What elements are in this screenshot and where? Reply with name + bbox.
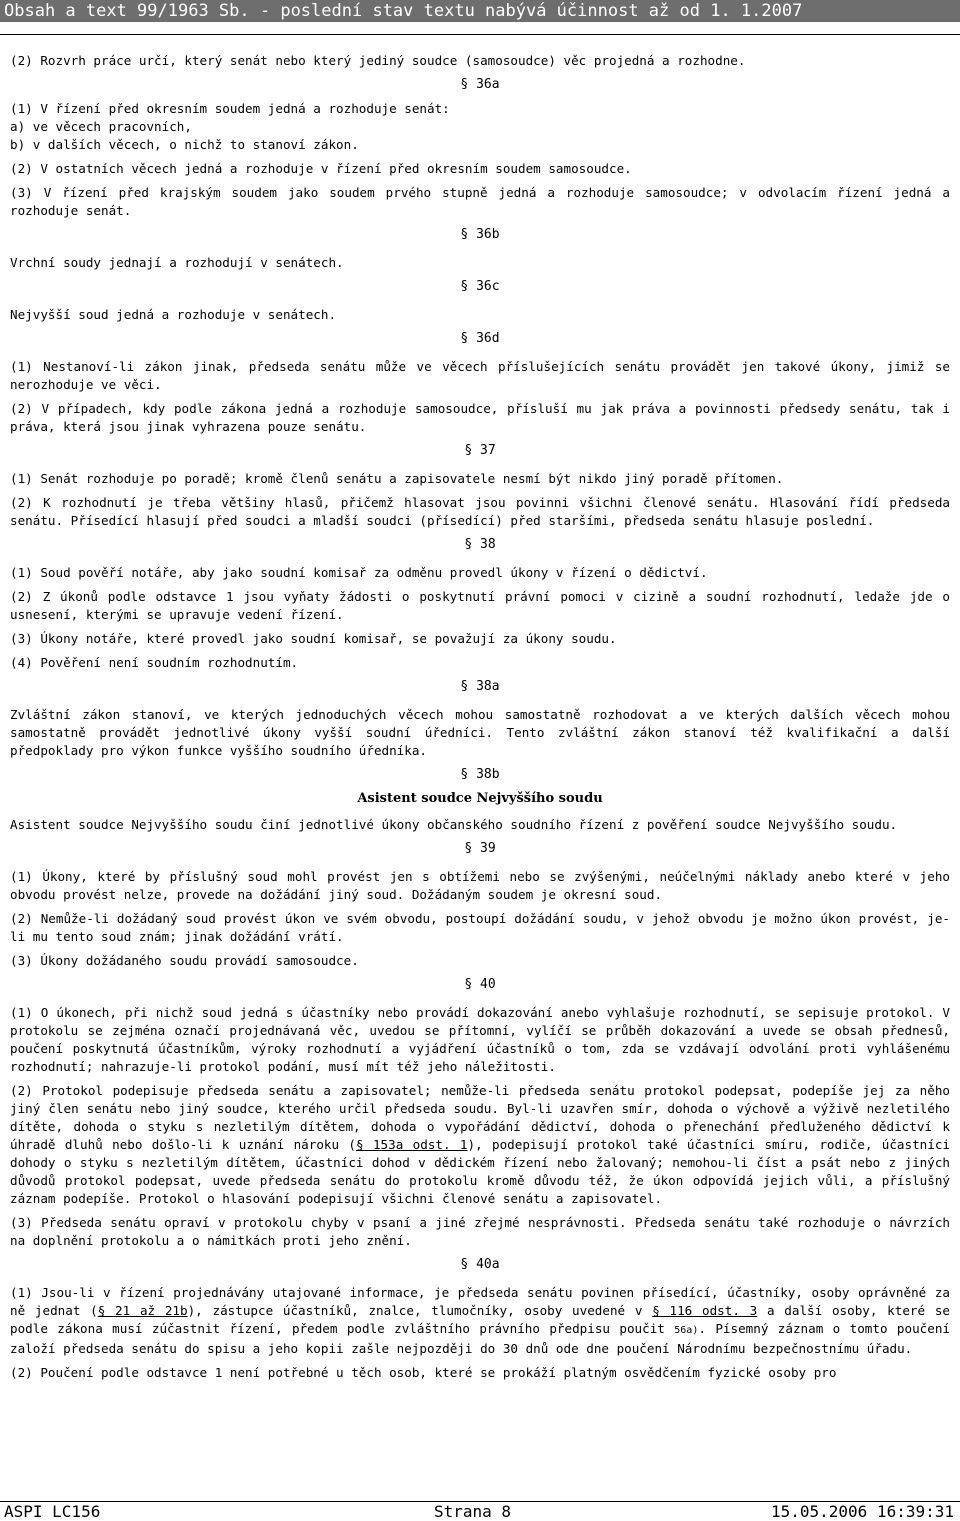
section-heading-38a: § 38a: [460, 679, 500, 694]
section-heading-36c: § 36c: [460, 279, 500, 294]
paragraph: (3) Předseda senátu opraví v protokolu chyby v psaní a jiné zřejmé nesprávnosti. Předseda senátu také rozhoduje o návrzích na doplnění protokolu a o námitkách proti jeho znění.: [10, 1215, 950, 1248]
text-run: ), podepisují protokol také účastníci smíru, rodiče, účastníci dohody o styku s nezletilým dítětem, účastníci dohod v dědickém řízení nebo žalovaný; nemohou-li číst a psát nebo z jiných důvodů protokol podepsat, uvede předseda senátu do protokolu kromě důvodu též, že úkon odpovídá jejich vůli, a příslušný záznam podepíše. Protokol o hlasování podepisují všichni členové senátu a zapisovatel.: [10, 1137, 950, 1206]
header-divider: [0, 34, 960, 35]
paragraph: (2) K rozhodnutí je třeba většiny hlasů, přičemž hlasovat jsou povinni všichni členové senátu. Hlasování řídí předseda senátu. Přísedící hlasují před soudci a mladší soudci (přísedící) před staršími, předseda senátu hlasuje poslední.: [10, 495, 950, 528]
paragraph: (1) V řízení před okresním soudem jedná a rozhoduje senát:: [10, 101, 450, 116]
document-title: Obsah a text 99/1963 Sb. - poslední stav textu nabývá účinnost až od 1. 1.2007: [4, 1, 803, 21]
law-reference-link[interactable]: § 153a odst. 1: [356, 1137, 468, 1152]
paragraph: (2) Nemůže-li dožádaný soud provést úkon ve svém obvodu, postoupí dožádání soudu, v jehož obvodu je možno úkon provést, je-li mu tento soud znám; jinak dožádání vrátí.: [10, 911, 950, 944]
paragraph: (2) Z úkonů podle odstavce 1 jsou vyňaty žádosti o poskytnutí právní pomoci v cizině a soudní rozhodnutí, ledaže jde o usnesení, kterými se upravuje vedení řízení.: [10, 589, 950, 622]
paragraph: (2) V případech, kdy podle zákona jedná a rozhoduje samosoudce, přísluší mu jak práva a povinnosti předsedy senátu, tak i práva, která jsou jinak vyhrazena pouze senátu.: [10, 401, 950, 434]
paragraph: (3) Úkony notáře, které provedl jako soudní komisař, se považují za úkony soudu.: [10, 631, 617, 646]
paragraph: Zvláštní zákon stanoví, ve kterých jednoduchých věcech mohou samostatně rozhodovat a ve kterých dalších věcech mohou samostatně provádět jednotlivé úkony vyšší soudní úředníci. Tento zvláštní zákon stanoví též kvalifikační a další předpoklady pro výkon funkce vyššího soudního úředníka.: [10, 707, 950, 758]
paragraph: (3) Úkony dožádaného soudu provádí samosoudce.: [10, 953, 359, 968]
text-run: (2) Protokol podepisuje předseda senátu a zapisovatel; nemůže-li předseda senátu protokol podepsat, podepíše jej za něho jiný člen senátu nebo jiný soudce, kterého určil předseda soudu. Byl-li uzavřen smír, dohoda o výchově a výživě nezletilého dítěte, dohoda o styku s nezletilým dítětem, dohoda o vypořádání dědictví, dohoda o přenechání předluženého dědictví k úhradě dluhů nebo došlo-li k uznání nároku (: [10, 1083, 950, 1152]
paragraph: (1) Soud pověří notáře, aby jako soudní komisař za odměnu provedl úkony v řízení o dědictví.: [10, 565, 708, 580]
paragraph: [10, 1082, 950, 1208]
document-body: [10, 52, 950, 1388]
text-run: a další osoby, které se podle zákona musí zúčastnit řízení, předem podle zvláštního právního předpisu poučit: [10, 1303, 950, 1336]
footer-page-number: Strana 8: [434, 1502, 512, 1521]
section-heading-39: § 39: [464, 841, 496, 856]
paragraph: Vrchní soudy jednají a rozhodují v senátech.: [10, 255, 344, 270]
paragraph: (1) Nestanoví-li zákon jinak, předseda senátu může ve věcech příslušejících senátu provádět jen takové úkony, jimiž se nerozhoduje ve věci.: [10, 359, 950, 392]
section-heading-37: § 37: [464, 443, 496, 458]
list-item: b) v dalších věcech, o nichž to stanoví zákon.: [10, 137, 359, 152]
footer-source: ASPI LC156: [4, 1502, 101, 1521]
section-heading-40a: § 40a: [460, 1257, 500, 1272]
paragraph: (4) Pověření není soudním rozhodnutím.: [10, 655, 299, 670]
section-title-38b: Asistent soudce Nejvyššího soudu: [357, 791, 603, 806]
law-reference-link[interactable]: § 116 odst. 3: [652, 1303, 758, 1318]
paragraph: (2) Rozvrh práce určí, který senát nebo který jediný soudce (samosoudce) věc projedná a rozhodne.: [10, 53, 746, 68]
paragraph: (1) Senát rozhoduje po poradě; kromě členů senátu a zapisovatele nesmí být nikdo jiný poradě přítomen.: [10, 471, 784, 486]
paragraph: [10, 1284, 950, 1358]
document-header: [0, 0, 960, 22]
footnote-reference[interactable]: 56a): [674, 1325, 699, 1336]
footer-timestamp: 15.05.2006 16:39:31: [770, 1502, 954, 1521]
page-footer: [4, 1503, 954, 1521]
paragraph: (2) Poučení podle odstavce 1 není potřebné u těch osob, které se prokáží platným osvědčením fyzické osoby pro: [10, 1365, 837, 1380]
paragraph: Asistent soudce Nejvyššího soudu činí jednotlivé úkony občanského soudního řízení z pověření soudce Nejvyššího soudu.: [10, 817, 898, 832]
law-reference-link[interactable]: § 21 až 21b: [97, 1303, 188, 1318]
paragraph: (1) O úkonech, při nichž soud jedná s účastníky nebo provádí dokazování anebo vyhlašuje rozhodnutí, se sepisuje protokol. V protokolu se zejména označí projednávaná věc, uvedou se přítomní, vylíčí se průběh dokazování a uvede se obsah přednesů, poučení poskytnutá účastníkům, výroky rozhodnutí a vyjádření účastníků o tom, zda se vzdávají odvolání proti vyhlášenému rozhodnutí; nahrazuje-li protokol podání, musí mít též jeho náležitosti.: [10, 1005, 950, 1074]
text-run: (1) Jsou-li v řízení projednávány utajované informace, je předseda senátu povinen přísedící, účastníky, osoby oprávněné za ně jednat (: [10, 1285, 950, 1318]
paragraph: (2) V ostatních věcech jedná a rozhoduje v řízení před okresním soudem samosoudce.: [10, 161, 632, 176]
section-heading-36d: § 36d: [460, 331, 500, 346]
paragraph: (1) Úkony, které by příslušný soud mohl provést jen s obtížemi nebo se zvýšenými, neúčelnými náklady anebo které v jeho obvodu provést nelze, provede na dožádání jiný soud. Dožádaným soudem je okresní soud.: [10, 869, 950, 902]
text-run: ), zástupce účastníků, znalce, tlumočníky, osoby uvedené v: [187, 1303, 653, 1318]
section-heading-38: § 38: [464, 537, 496, 552]
list-item: a) ve věcech pracovních,: [10, 119, 192, 134]
paragraph: Nejvyšší soud jedná a rozhoduje v senátech.: [10, 307, 337, 322]
text-run: . Písemný záznam o tomto poučení založí předseda senátu do spisu a jeho kopii zašle nejpozději do 30 dnů ode dne poučení Národnímu bezpečnostnímu úřadu.: [10, 1321, 950, 1356]
paragraph: (3) V řízení před krajským soudem jako soudem prvého stupně jedná a rozhoduje samosoudce; v odvolacím řízení jedná a rozhoduje senát.: [10, 185, 950, 218]
section-heading-40: § 40: [464, 977, 496, 992]
section-heading-36b: § 36b: [460, 227, 500, 242]
section-heading-38b: § 38b: [460, 767, 500, 782]
section-heading-36a: § 36a: [460, 77, 500, 92]
